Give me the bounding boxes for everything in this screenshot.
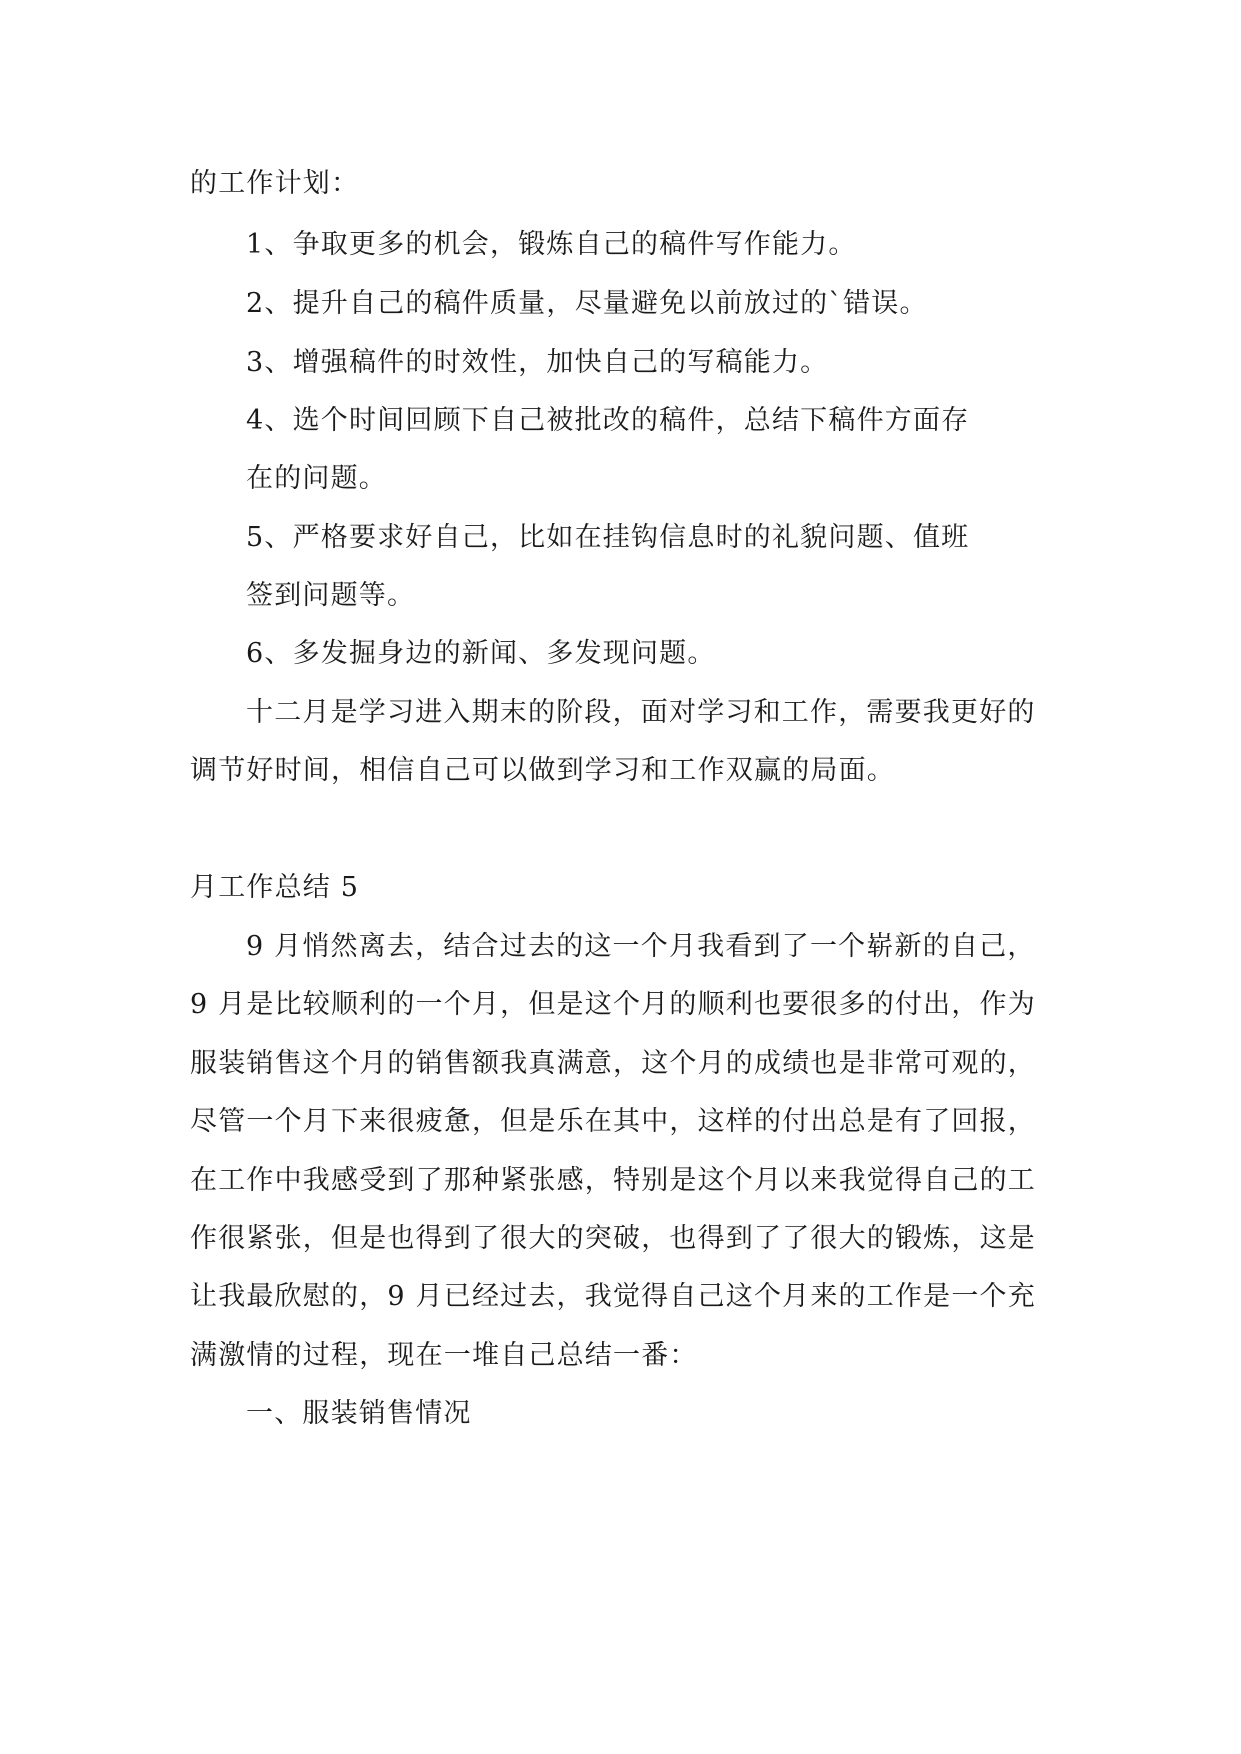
plan-item-2: 2、提升自己的稿件质量，尽量避免以前放过的`错误。 xyxy=(246,288,928,319)
section-paragraph-line-3: 服装销售这个月的销售额我真满意，这个月的成绩也是非常可观的， xyxy=(190,1048,1036,1079)
section-title: 月工作总结 5 xyxy=(190,872,360,903)
section-paragraph-line-1: 9 月悄然离去，结合过去的这一个月我看到了一个崭新的自己， xyxy=(246,931,1036,962)
plan-item-5-continued: 签到问题等。 xyxy=(246,580,416,611)
closing-paragraph-line-1: 十二月是学习进入期末的阶段，面对学习和工作，需要我更好的 xyxy=(246,697,1036,728)
plan-item-5: 5、严格要求好自己，比如在挂钩信息时的礼貌问题、值班 xyxy=(246,522,970,553)
section-paragraph-line-4: 尽管一个月下来很疲惫，但是乐在其中，这样的付出总是有了回报， xyxy=(190,1106,1036,1137)
subheading: 一、服装销售情况 xyxy=(246,1398,472,1429)
section-paragraph-line-7: 让我最欣慰的，9 月已经过去，我觉得自己这个月来的工作是一个充 xyxy=(190,1281,1036,1312)
section-paragraph-line-2: 9 月是比较顺利的一个月，但是这个月的顺利也要很多的付出，作为 xyxy=(190,989,1036,1020)
closing-paragraph-line-2: 调节好时间，相信自己可以做到学习和工作双赢的局面。 xyxy=(190,755,895,786)
plan-item-1: 1、争取更多的机会，锻炼自己的稿件写作能力。 xyxy=(246,229,857,260)
plan-intro: 的工作计划： xyxy=(190,168,360,199)
plan-item-4-continued: 在的问题。 xyxy=(246,463,387,494)
section-paragraph-line-8: 满激情的过程，现在一堆自己总结一番： xyxy=(190,1340,698,1371)
plan-item-3: 3、增强稿件的时效性，加快自己的写稿能力。 xyxy=(246,347,829,378)
plan-item-4: 4、选个时间回顾下自己被批改的稿件，总结下稿件方面存 xyxy=(246,405,970,436)
section-paragraph-line-5: 在工作中我感受到了那种紧张感，特别是这个月以来我觉得自己的工 xyxy=(190,1165,1036,1196)
section-paragraph-line-6: 作很紧张，但是也得到了很大的突破，也得到了了很大的锻炼，这是 xyxy=(190,1223,1036,1254)
plan-item-6: 6、多发掘身边的新闻、多发现问题。 xyxy=(246,638,716,669)
